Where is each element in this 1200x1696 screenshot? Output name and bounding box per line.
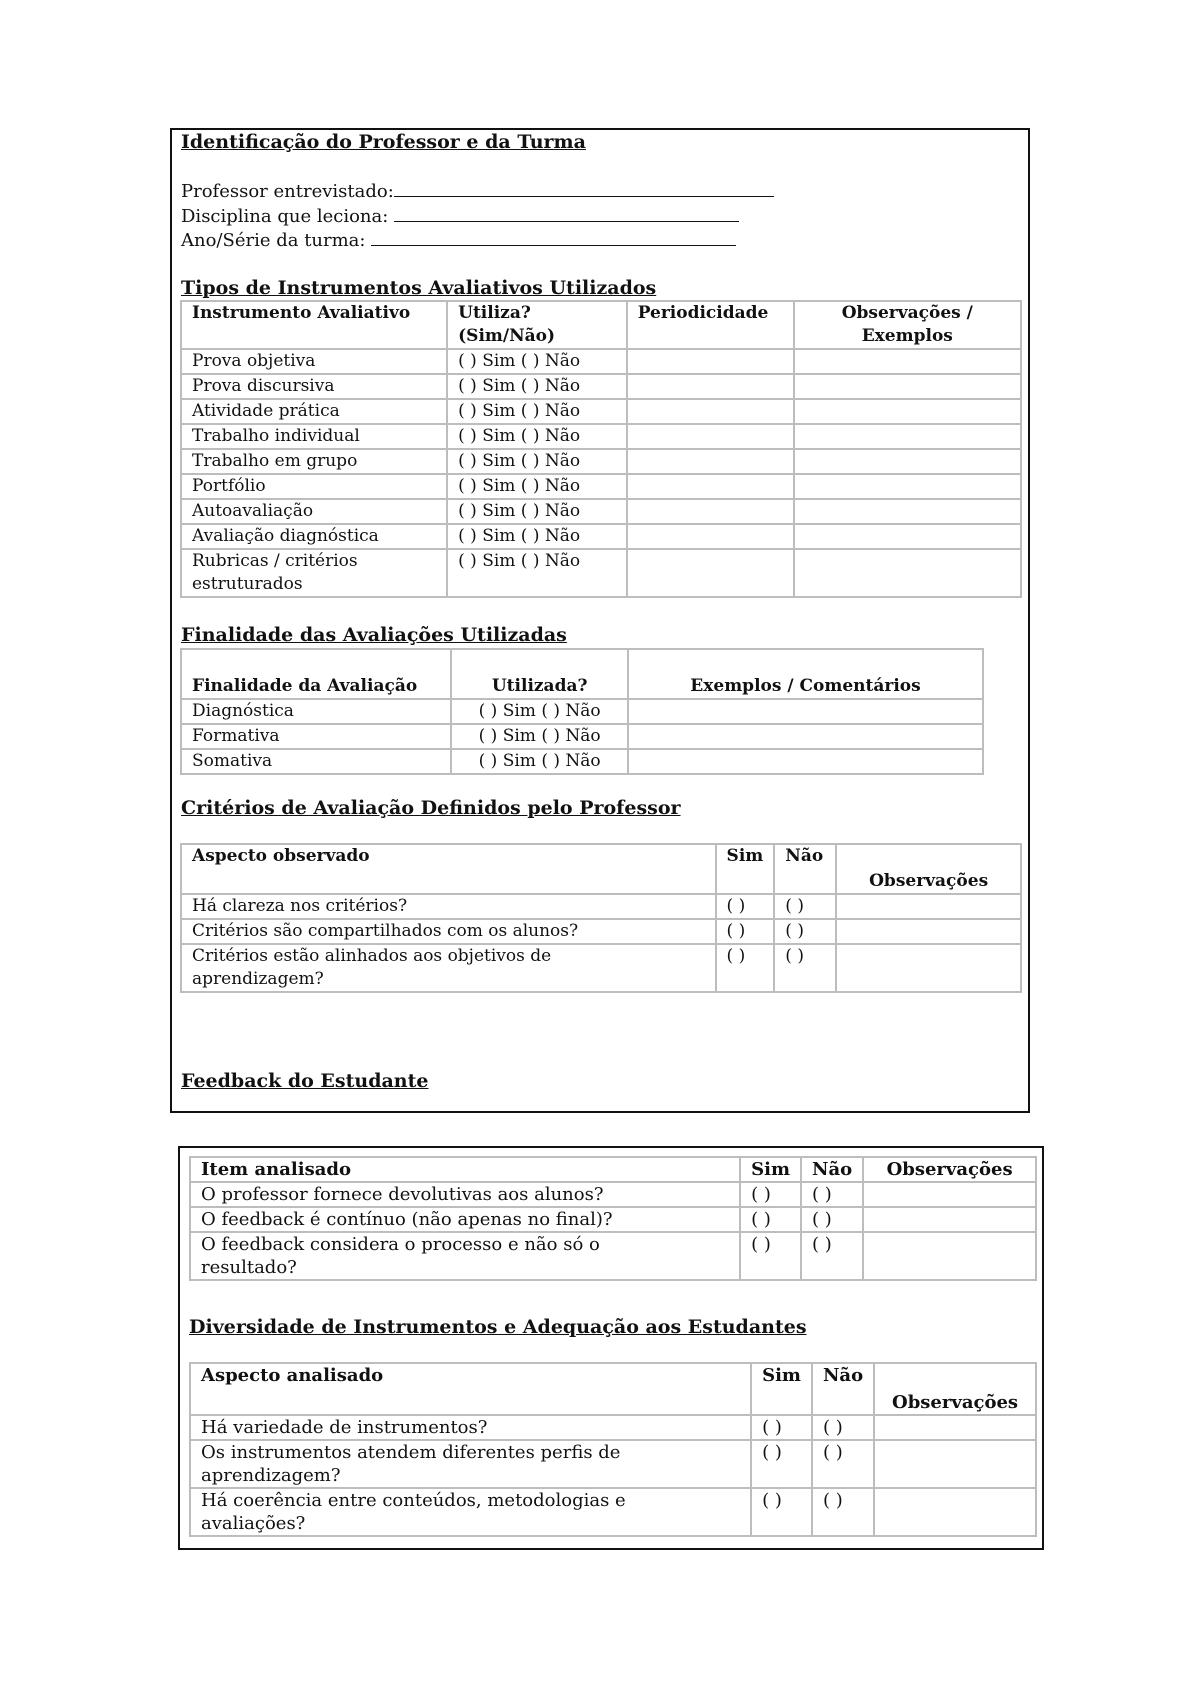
nao-checkbox[interactable]: ( ): [812, 1415, 874, 1440]
criterios-table: [180, 843, 1022, 993]
row-label: O professor fornece devolutivas aos alunos?: [190, 1182, 740, 1207]
table-row: [181, 449, 1021, 474]
row-label: [190, 1488, 751, 1536]
table-row: [181, 474, 1021, 499]
sim-nao-options[interactable]: ( ) Sim ( ) Não: [451, 724, 628, 749]
section-title-identificacao: Identificação do Professor e da Turma: [181, 131, 586, 153]
field-label: Disciplina que leciona:: [181, 206, 389, 227]
row-label: Autoavaliação: [181, 499, 447, 524]
row-label-l2: estruturados: [192, 574, 303, 594]
table-row: [190, 1488, 1036, 1536]
row-label: Diagnóstica: [181, 699, 451, 724]
periodicidade-cell[interactable]: [627, 549, 794, 597]
table-header-row: [181, 301, 1021, 349]
row-label: [190, 1232, 740, 1280]
section-title-feedback: Feedback do Estudante: [181, 1070, 429, 1092]
header-utiliza-l2: (Sim/Não): [458, 326, 556, 346]
header-sim: Sim: [740, 1157, 801, 1182]
nao-checkbox[interactable]: ( ): [812, 1440, 874, 1488]
observacoes-cell[interactable]: [874, 1440, 1036, 1488]
table-header-row: [181, 844, 1021, 894]
row-label-l2: aprendizagem?: [192, 969, 324, 989]
header-item: Item analisado: [190, 1157, 740, 1182]
field-disciplina: [181, 203, 739, 227]
table-row: [190, 1232, 1036, 1280]
observacoes-cell[interactable]: [863, 1207, 1036, 1232]
row-label-l1: O feedback considera o processo e não só o: [201, 1234, 600, 1255]
row-label-l2: aprendizagem?: [201, 1465, 341, 1486]
observacoes-cell[interactable]: [794, 349, 1021, 374]
nao-checkbox[interactable]: ( ): [801, 1232, 863, 1280]
header-obs-l1: Observações /: [841, 303, 973, 323]
sim-nao-options[interactable]: ( ) Sim ( ) Não: [447, 449, 627, 474]
row-label: Prova discursiva: [181, 374, 447, 399]
sim-nao-options[interactable]: ( ) Sim ( ) Não: [451, 699, 628, 724]
table-row: [190, 1182, 1036, 1207]
sim-checkbox[interactable]: ( ): [751, 1440, 812, 1488]
header-nao: Não: [801, 1157, 863, 1182]
header-aspecto: Aspecto analisado: [190, 1363, 751, 1415]
table-header-row: [190, 1363, 1036, 1415]
sim-nao-options[interactable]: ( ) Sim ( ) Não: [447, 549, 627, 597]
row-label: Trabalho individual: [181, 424, 447, 449]
periodicidade-cell[interactable]: [627, 449, 794, 474]
row-label: [181, 549, 447, 597]
header-nao: Não: [774, 844, 836, 894]
table-row: [181, 699, 983, 724]
table-row: [181, 374, 1021, 399]
sim-nao-options[interactable]: ( ) Sim ( ) Não: [447, 374, 627, 399]
field-ano-serie: [181, 227, 736, 251]
header-observacoes: Observações: [874, 1363, 1036, 1415]
row-label-l2: resultado?: [201, 1257, 297, 1278]
observacoes-cell[interactable]: [794, 449, 1021, 474]
row-label: Trabalho em grupo: [181, 449, 447, 474]
comentarios-cell[interactable]: [628, 699, 983, 724]
sim-checkbox[interactable]: ( ): [751, 1488, 812, 1536]
header-periodicidade: Periodicidade: [627, 301, 794, 349]
header-instrumento: Instrumento Avaliativo: [181, 301, 447, 349]
header-finalidade: Finalidade da Avaliação: [181, 649, 451, 699]
diversidade-table: [189, 1362, 1037, 1537]
observacoes-cell[interactable]: [836, 919, 1021, 944]
field-label: Professor entrevistado:: [181, 181, 394, 202]
table-row: [181, 724, 983, 749]
row-label-l1: Há coerência entre conteúdos, metodologias e: [201, 1490, 626, 1511]
sim-nao-options[interactable]: ( ) Sim ( ) Não: [447, 499, 627, 524]
field-professor: [181, 178, 774, 202]
row-label: [190, 1440, 751, 1488]
nao-checkbox[interactable]: ( ): [774, 944, 836, 992]
row-label: O feedback é contínuo (não apenas no final)?: [190, 1207, 740, 1232]
section-title-tipos-instrumentos: Tipos de Instrumentos Avaliativos Utilizados: [181, 277, 657, 299]
table-row: [181, 749, 983, 774]
sim-checkbox[interactable]: ( ): [740, 1232, 801, 1280]
table-row: [181, 349, 1021, 374]
row-label: Há variedade de instrumentos?: [190, 1415, 751, 1440]
periodicidade-cell[interactable]: [627, 399, 794, 424]
header-sim: Sim: [716, 844, 775, 894]
field-label: Ano/Série da turma:: [181, 230, 366, 251]
row-label: Prova objetiva: [181, 349, 447, 374]
table-row: [181, 944, 1021, 992]
section-title-finalidade: Finalidade das Avaliações Utilizadas: [181, 624, 567, 646]
table-row: [181, 524, 1021, 549]
observacoes-cell[interactable]: [794, 549, 1021, 597]
header-utilizada: Utilizada?: [451, 649, 628, 699]
observacoes-cell[interactable]: [863, 1182, 1036, 1207]
row-label: [181, 944, 716, 992]
row-label: Avaliação diagnóstica: [181, 524, 447, 549]
periodicidade-cell[interactable]: [627, 349, 794, 374]
row-label-l1: Rubricas / critérios: [192, 551, 358, 571]
header-utiliza-l1: Utiliza?: [458, 303, 531, 323]
sim-checkbox[interactable]: ( ): [740, 1182, 801, 1207]
finalidade-table: [180, 648, 984, 775]
table-row: [181, 894, 1021, 919]
header-sim: Sim: [751, 1363, 812, 1415]
observacoes-cell[interactable]: [836, 944, 1021, 992]
nao-checkbox[interactable]: ( ): [801, 1182, 863, 1207]
sim-nao-options[interactable]: ( ) Sim ( ) Não: [447, 424, 627, 449]
professor-blank[interactable]: [394, 178, 774, 197]
observacoes-cell[interactable]: [794, 524, 1021, 549]
feedback-table: [189, 1156, 1037, 1281]
table-row: [181, 919, 1021, 944]
row-label-l1: Critérios estão alinhados aos objetivos de: [192, 946, 552, 966]
nao-checkbox[interactable]: ( ): [774, 919, 836, 944]
row-label: Formativa: [181, 724, 451, 749]
sim-checkbox[interactable]: ( ): [751, 1415, 812, 1440]
sim-checkbox[interactable]: ( ): [716, 894, 775, 919]
observacoes-cell[interactable]: [863, 1232, 1036, 1280]
header-nao: Não: [812, 1363, 874, 1415]
row-label: Portfólio: [181, 474, 447, 499]
observacoes-cell[interactable]: [874, 1415, 1036, 1440]
row-label-l2: avaliações?: [201, 1513, 306, 1534]
observacoes-cell[interactable]: [874, 1488, 1036, 1536]
table-header-row: [181, 649, 983, 699]
table-row: [181, 499, 1021, 524]
sim-checkbox[interactable]: ( ): [716, 919, 775, 944]
table-header-row: [190, 1157, 1036, 1182]
disciplina-blank[interactable]: [394, 203, 739, 222]
observacoes-cell[interactable]: [794, 474, 1021, 499]
nao-checkbox[interactable]: ( ): [774, 894, 836, 919]
section-title-diversidade: Diversidade de Instrumentos e Adequação aos Estudantes: [189, 1316, 807, 1338]
header-utiliza: [447, 301, 627, 349]
observacoes-cell[interactable]: [794, 499, 1021, 524]
row-label: Atividade prática: [181, 399, 447, 424]
header-aspecto: Aspecto observado: [181, 844, 716, 894]
header-observacoes: Observações: [863, 1157, 1036, 1182]
periodicidade-cell[interactable]: [627, 499, 794, 524]
observacoes-cell[interactable]: [836, 894, 1021, 919]
instrumentos-table: [180, 300, 1022, 598]
row-label: Critérios são compartilhados com os alunos?: [181, 919, 716, 944]
header-observacoes: Observações: [836, 844, 1021, 894]
comentarios-cell[interactable]: [628, 724, 983, 749]
nao-checkbox[interactable]: ( ): [812, 1488, 874, 1536]
table-row: [181, 424, 1021, 449]
sim-nao-options[interactable]: ( ) Sim ( ) Não: [447, 399, 627, 424]
sim-nao-options[interactable]: ( ) Sim ( ) Não: [447, 349, 627, 374]
sim-nao-options[interactable]: ( ) Sim ( ) Não: [451, 749, 628, 774]
row-label: Há clareza nos critérios?: [181, 894, 716, 919]
table-row: [190, 1415, 1036, 1440]
nao-checkbox[interactable]: ( ): [801, 1207, 863, 1232]
observacoes-cell[interactable]: [794, 399, 1021, 424]
header-observacoes: [794, 301, 1021, 349]
table-row: [190, 1440, 1036, 1488]
periodicidade-cell[interactable]: [627, 374, 794, 399]
periodicidade-cell[interactable]: [627, 524, 794, 549]
header-obs-l2: Exemplos: [861, 326, 953, 346]
row-label: Somativa: [181, 749, 451, 774]
sim-checkbox[interactable]: ( ): [716, 944, 775, 992]
header-exemplos: Exemplos / Comentários: [628, 649, 983, 699]
periodicidade-cell[interactable]: [627, 474, 794, 499]
sim-nao-options[interactable]: ( ) Sim ( ) Não: [447, 524, 627, 549]
observacoes-cell[interactable]: [794, 374, 1021, 399]
table-row: [181, 549, 1021, 597]
table-row: [181, 399, 1021, 424]
sim-checkbox[interactable]: ( ): [740, 1207, 801, 1232]
ano-serie-blank[interactable]: [371, 227, 736, 246]
sim-nao-options[interactable]: ( ) Sim ( ) Não: [447, 474, 627, 499]
table-row: [190, 1207, 1036, 1232]
comentarios-cell[interactable]: [628, 749, 983, 774]
observacoes-cell[interactable]: [794, 424, 1021, 449]
periodicidade-cell[interactable]: [627, 424, 794, 449]
section-title-criterios: Critérios de Avaliação Definidos pelo Professor: [181, 797, 681, 819]
row-label-l1: Os instrumentos atendem diferentes perfis de: [201, 1442, 621, 1463]
